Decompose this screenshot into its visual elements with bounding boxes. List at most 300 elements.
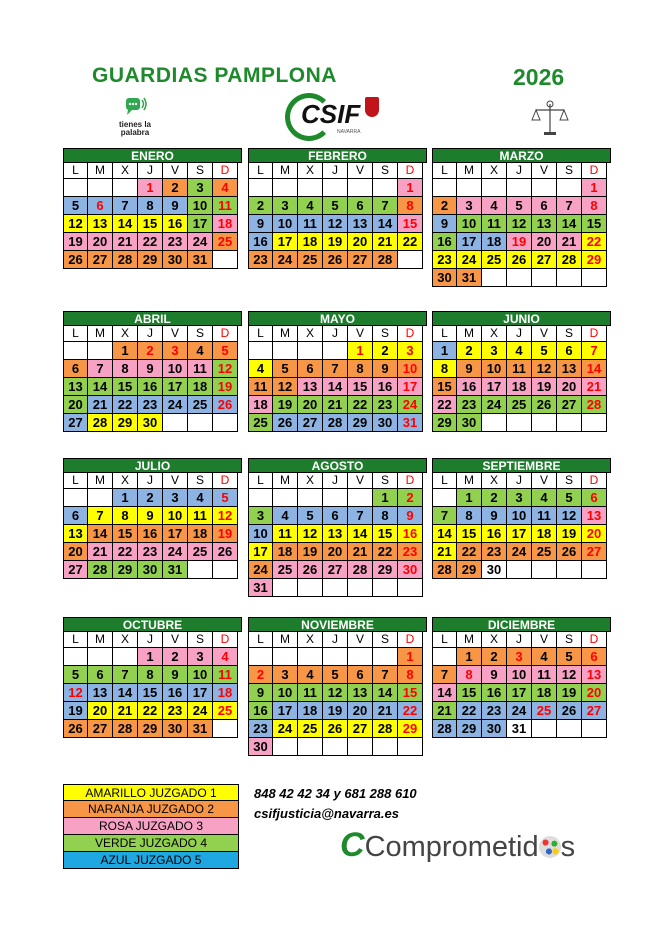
empty-cell — [273, 648, 298, 666]
weekday-header: M — [457, 163, 482, 179]
day-cell: 16 — [163, 215, 188, 233]
month-header: JULIO — [63, 458, 242, 473]
day-cell: 13 — [582, 507, 607, 525]
day-cell: 24 — [482, 396, 507, 414]
day-cell: 18 — [248, 396, 273, 414]
weekday-header: J — [138, 632, 163, 648]
day-cell: 3 — [163, 489, 188, 507]
day-cell: 18 — [298, 233, 323, 251]
day-cell: 10 — [163, 507, 188, 525]
day-cell: 9 — [482, 666, 507, 684]
weekday-header: D — [582, 163, 607, 179]
day-cell: 15 — [373, 525, 398, 543]
empty-cell — [213, 251, 238, 269]
day-cell: 14 — [88, 378, 113, 396]
day-cell: 14 — [88, 525, 113, 543]
weekday-header: L — [63, 632, 88, 648]
day-cell: 21 — [88, 396, 113, 414]
contact-email[interactable]: csifjusticia@navarra.es — [254, 806, 399, 821]
empty-cell — [557, 414, 582, 432]
weekday-header: S — [557, 163, 582, 179]
day-cell: 22 — [582, 233, 607, 251]
day-cell: 19 — [63, 233, 88, 251]
day-cell: 9 — [248, 684, 273, 702]
empty-cell — [188, 561, 213, 579]
day-cell: 8 — [457, 507, 482, 525]
day-cell: 11 — [213, 666, 238, 684]
day-cell: 6 — [582, 648, 607, 666]
day-cell: 12 — [532, 360, 557, 378]
day-cell: 31 — [457, 269, 482, 287]
empty-cell — [557, 179, 582, 197]
day-cell: 29 — [138, 720, 163, 738]
weekday-header: D — [213, 473, 238, 489]
day-cell: 5 — [532, 342, 557, 360]
day-cell: 30 — [398, 561, 423, 579]
day-cell: 26 — [507, 251, 532, 269]
day-cell: 17 — [188, 215, 213, 233]
day-cell: 1 — [138, 648, 163, 666]
day-cell: 29 — [348, 414, 373, 432]
day-cell: 30 — [163, 720, 188, 738]
empty-cell — [373, 648, 398, 666]
empty-cell — [507, 414, 532, 432]
empty-cell — [582, 269, 607, 287]
day-cell: 19 — [298, 543, 323, 561]
day-cell: 25 — [532, 702, 557, 720]
day-cell: 26 — [532, 396, 557, 414]
weekday-header: J — [323, 163, 348, 179]
day-cell: 13 — [348, 684, 373, 702]
day-cell: 3 — [482, 342, 507, 360]
page-title: GUARDIAS PAMPLONA — [92, 64, 337, 87]
day-cell: 8 — [113, 360, 138, 378]
weekday-header: D — [213, 163, 238, 179]
day-cell: 19 — [273, 396, 298, 414]
day-cell: 12 — [213, 507, 238, 525]
day-cell: 20 — [63, 396, 88, 414]
weekday-header: L — [248, 473, 273, 489]
day-cell: 5 — [557, 489, 582, 507]
day-cell: 11 — [213, 197, 238, 215]
day-cell: 24 — [398, 396, 423, 414]
day-cell: 6 — [88, 666, 113, 684]
day-cell: 30 — [138, 561, 163, 579]
day-cell: 12 — [63, 215, 88, 233]
day-cell: 1 — [113, 342, 138, 360]
day-cell: 20 — [348, 233, 373, 251]
day-cell: 25 — [507, 396, 532, 414]
day-cell: 26 — [557, 543, 582, 561]
day-cell: 5 — [213, 489, 238, 507]
weekday-header: D — [398, 163, 423, 179]
day-cell: 19 — [63, 702, 88, 720]
day-cell: 22 — [398, 233, 423, 251]
day-cell: 21 — [373, 233, 398, 251]
day-cell: 2 — [482, 489, 507, 507]
day-cell: 29 — [113, 414, 138, 432]
empty-cell — [532, 414, 557, 432]
day-cell: 15 — [113, 525, 138, 543]
day-cell: 4 — [213, 179, 238, 197]
month-header: ENERO — [63, 148, 242, 163]
month-header: NOVIEMBRE — [248, 617, 427, 632]
day-cell: 28 — [88, 414, 113, 432]
day-cell: 9 — [432, 215, 457, 233]
empty-cell — [348, 738, 373, 756]
day-cell: 2 — [138, 489, 163, 507]
weekday-header: S — [373, 163, 398, 179]
empty-cell — [248, 342, 273, 360]
day-cell: 6 — [557, 342, 582, 360]
day-cell: 21 — [323, 396, 348, 414]
weekday-header: J — [138, 473, 163, 489]
day-cell: 30 — [457, 414, 482, 432]
weekday-header: M — [88, 163, 113, 179]
weekday-header: X — [113, 326, 138, 342]
weekday-header: L — [248, 632, 273, 648]
month-header: MAYO — [248, 311, 427, 326]
empty-cell — [348, 489, 373, 507]
weekday-header: D — [398, 632, 423, 648]
day-cell: 1 — [582, 179, 607, 197]
empty-cell — [323, 738, 348, 756]
day-cell: 12 — [323, 684, 348, 702]
day-cell: 10 — [248, 525, 273, 543]
day-cell: 31 — [188, 720, 213, 738]
day-cell: 10 — [188, 197, 213, 215]
empty-cell — [273, 738, 298, 756]
empty-cell — [213, 414, 238, 432]
weekday-header: L — [432, 326, 457, 342]
day-cell: 10 — [273, 215, 298, 233]
day-cell: 6 — [348, 666, 373, 684]
empty-cell — [298, 342, 323, 360]
day-cell: 30 — [432, 269, 457, 287]
day-cell: 10 — [457, 215, 482, 233]
day-cell: 22 — [373, 543, 398, 561]
weekday-header: X — [298, 326, 323, 342]
month-header: JUNIO — [432, 311, 611, 326]
day-cell: 1 — [398, 179, 423, 197]
empty-cell — [432, 489, 457, 507]
day-cell: 13 — [63, 378, 88, 396]
day-cell: 11 — [298, 684, 323, 702]
day-cell: 11 — [298, 215, 323, 233]
month-agosto — [248, 458, 427, 597]
day-cell: 7 — [88, 360, 113, 378]
day-cell: 16 — [432, 233, 457, 251]
day-cell: 15 — [398, 684, 423, 702]
weekday-header: J — [323, 326, 348, 342]
day-cell: 16 — [248, 233, 273, 251]
weekday-header: L — [248, 163, 273, 179]
day-cell: 24 — [507, 702, 532, 720]
day-cell: 14 — [348, 525, 373, 543]
day-cell: 6 — [348, 197, 373, 215]
day-cell: 19 — [213, 378, 238, 396]
day-cell: 26 — [213, 543, 238, 561]
weekday-header: V — [163, 326, 188, 342]
day-cell: 26 — [557, 702, 582, 720]
weekday-header: L — [63, 163, 88, 179]
brand-text-before: Comprometid — [364, 831, 539, 863]
day-cell: 24 — [248, 561, 273, 579]
weekday-header: V — [532, 632, 557, 648]
day-cell: 11 — [532, 507, 557, 525]
day-cell: 17 — [163, 525, 188, 543]
month-octubre — [63, 617, 242, 738]
day-cell: 22 — [138, 702, 163, 720]
day-cell: 10 — [273, 684, 298, 702]
day-cell: 9 — [398, 507, 423, 525]
empty-cell — [273, 489, 298, 507]
day-cell: 24 — [188, 702, 213, 720]
day-cell: 24 — [188, 233, 213, 251]
day-cell: 28 — [113, 251, 138, 269]
day-cell: 4 — [532, 489, 557, 507]
day-cell: 15 — [398, 215, 423, 233]
month-mayo — [248, 311, 427, 432]
day-cell: 30 — [248, 738, 273, 756]
day-cell: 24 — [457, 251, 482, 269]
day-cell: 17 — [273, 702, 298, 720]
day-cell: 12 — [557, 507, 582, 525]
contact-phone: 848 42 42 34 y 681 288 610 — [254, 786, 417, 801]
day-cell: 8 — [398, 666, 423, 684]
empty-cell — [273, 342, 298, 360]
day-cell: 28 — [88, 561, 113, 579]
day-cell: 28 — [432, 561, 457, 579]
day-cell: 27 — [298, 414, 323, 432]
day-cell: 30 — [373, 414, 398, 432]
weekday-header: J — [507, 163, 532, 179]
day-cell: 6 — [88, 197, 113, 215]
day-cell: 31 — [163, 561, 188, 579]
weekday-header: L — [432, 163, 457, 179]
day-cell: 4 — [273, 507, 298, 525]
day-cell: 7 — [113, 666, 138, 684]
empty-cell — [482, 414, 507, 432]
day-cell: 17 — [248, 543, 273, 561]
day-cell: 8 — [373, 507, 398, 525]
day-cell: 6 — [323, 507, 348, 525]
empty-cell — [88, 489, 113, 507]
day-cell: 19 — [557, 684, 582, 702]
day-cell: 23 — [482, 543, 507, 561]
speech-bubble-icon — [120, 96, 150, 116]
weekday-header: J — [323, 473, 348, 489]
day-cell: 20 — [88, 233, 113, 251]
day-cell: 28 — [373, 720, 398, 738]
day-cell: 7 — [323, 360, 348, 378]
day-cell: 5 — [507, 197, 532, 215]
month-enero — [63, 148, 242, 269]
day-cell: 1 — [398, 648, 423, 666]
day-cell: 18 — [213, 684, 238, 702]
day-cell: 15 — [457, 684, 482, 702]
weekday-header: M — [273, 473, 298, 489]
weekday-header: V — [348, 163, 373, 179]
legend — [63, 784, 239, 869]
day-cell: 22 — [398, 702, 423, 720]
day-cell: 25 — [188, 396, 213, 414]
weekday-header: V — [532, 163, 557, 179]
day-cell: 12 — [273, 378, 298, 396]
day-cell: 5 — [63, 197, 88, 215]
month-junio — [432, 311, 611, 432]
weekday-header: V — [348, 326, 373, 342]
empty-cell — [532, 269, 557, 287]
month-febrero — [248, 148, 427, 269]
day-cell: 20 — [557, 378, 582, 396]
day-cell: 23 — [163, 233, 188, 251]
day-cell: 3 — [163, 342, 188, 360]
day-cell: 28 — [323, 414, 348, 432]
day-cell: 30 — [482, 720, 507, 738]
colored-dots-icon — [539, 836, 561, 858]
day-cell: 21 — [557, 233, 582, 251]
day-cell: 10 — [482, 360, 507, 378]
day-cell: 13 — [557, 360, 582, 378]
empty-cell — [557, 269, 582, 287]
empty-cell — [507, 561, 532, 579]
day-cell: 31 — [188, 251, 213, 269]
empty-cell — [557, 561, 582, 579]
day-cell: 3 — [273, 666, 298, 684]
day-cell: 26 — [213, 396, 238, 414]
weekday-header: D — [213, 326, 238, 342]
day-cell: 7 — [88, 507, 113, 525]
day-cell: 2 — [373, 342, 398, 360]
day-cell: 21 — [113, 702, 138, 720]
month-header: MARZO — [432, 148, 611, 163]
day-cell: 29 — [457, 720, 482, 738]
day-cell: 5 — [273, 360, 298, 378]
day-cell: 17 — [482, 378, 507, 396]
day-cell: 18 — [298, 702, 323, 720]
day-cell: 19 — [532, 378, 557, 396]
weekday-header: L — [63, 473, 88, 489]
day-cell: 3 — [398, 342, 423, 360]
day-cell: 24 — [273, 251, 298, 269]
day-cell: 12 — [507, 215, 532, 233]
day-cell: 27 — [63, 414, 88, 432]
weekday-header: D — [398, 473, 423, 489]
empty-cell — [348, 648, 373, 666]
day-cell: 19 — [323, 233, 348, 251]
day-cell: 22 — [348, 396, 373, 414]
day-cell: 20 — [582, 525, 607, 543]
day-cell: 8 — [138, 197, 163, 215]
day-cell: 1 — [457, 489, 482, 507]
day-cell: 29 — [373, 561, 398, 579]
day-cell: 27 — [348, 251, 373, 269]
day-cell: 27 — [582, 702, 607, 720]
tienes-la-palabra-logo — [110, 96, 160, 136]
empty-cell — [348, 179, 373, 197]
day-cell: 17 — [188, 684, 213, 702]
csif-logo-text: CSIF — [301, 99, 361, 129]
day-cell: 3 — [248, 507, 273, 525]
month-header: FEBRERO — [248, 148, 427, 163]
day-cell: 19 — [557, 525, 582, 543]
weekday-header: M — [273, 163, 298, 179]
day-cell: 28 — [557, 251, 582, 269]
day-cell: 15 — [457, 525, 482, 543]
year-label: 2026 — [513, 64, 565, 90]
day-cell: 3 — [507, 489, 532, 507]
month-header: OCTUBRE — [63, 617, 242, 632]
day-cell: 11 — [188, 507, 213, 525]
empty-cell — [323, 579, 348, 597]
day-cell: 20 — [323, 543, 348, 561]
weekday-header: L — [432, 632, 457, 648]
day-cell: 30 — [138, 414, 163, 432]
day-cell: 4 — [507, 342, 532, 360]
day-cell: 9 — [138, 507, 163, 525]
day-cell: 28 — [113, 720, 138, 738]
day-cell: 2 — [482, 648, 507, 666]
day-cell: 25 — [482, 251, 507, 269]
day-cell: 27 — [532, 251, 557, 269]
day-cell: 9 — [248, 215, 273, 233]
comprometidos-logo: CComprometid s — [340, 826, 576, 864]
day-cell: 4 — [188, 489, 213, 507]
day-cell: 13 — [88, 215, 113, 233]
day-cell: 16 — [248, 702, 273, 720]
weekday-header: D — [582, 473, 607, 489]
day-cell: 1 — [113, 489, 138, 507]
weekday-header: S — [557, 632, 582, 648]
weekday-header: L — [248, 326, 273, 342]
day-cell: 29 — [582, 251, 607, 269]
weekday-header: S — [557, 473, 582, 489]
weekday-header: M — [273, 326, 298, 342]
day-cell: 29 — [432, 414, 457, 432]
day-cell: 11 — [273, 525, 298, 543]
day-cell: 26 — [323, 720, 348, 738]
weekday-header: J — [507, 473, 532, 489]
weekday-header: V — [163, 473, 188, 489]
day-cell: 25 — [213, 233, 238, 251]
day-cell: 29 — [398, 720, 423, 738]
weekday-header: M — [88, 473, 113, 489]
day-cell: 3 — [273, 197, 298, 215]
weekday-header: D — [582, 326, 607, 342]
day-cell: 7 — [373, 666, 398, 684]
day-cell: 14 — [373, 684, 398, 702]
day-cell: 24 — [273, 720, 298, 738]
month-abril — [63, 311, 242, 432]
day-cell: 24 — [507, 543, 532, 561]
day-cell: 27 — [582, 543, 607, 561]
day-cell: 30 — [163, 251, 188, 269]
empty-cell — [582, 720, 607, 738]
weekday-header: M — [273, 632, 298, 648]
brand-text-after: s — [560, 831, 576, 863]
day-cell: 18 — [273, 543, 298, 561]
empty-cell — [398, 738, 423, 756]
day-cell: 7 — [113, 197, 138, 215]
day-cell: 23 — [248, 251, 273, 269]
day-cell: 3 — [188, 179, 213, 197]
empty-cell — [323, 179, 348, 197]
day-cell: 10 — [507, 666, 532, 684]
legend-item-juzgado-1: AMARILLO JUZGADO 1 — [63, 784, 239, 801]
day-cell: 14 — [432, 684, 457, 702]
weekday-header: M — [457, 473, 482, 489]
